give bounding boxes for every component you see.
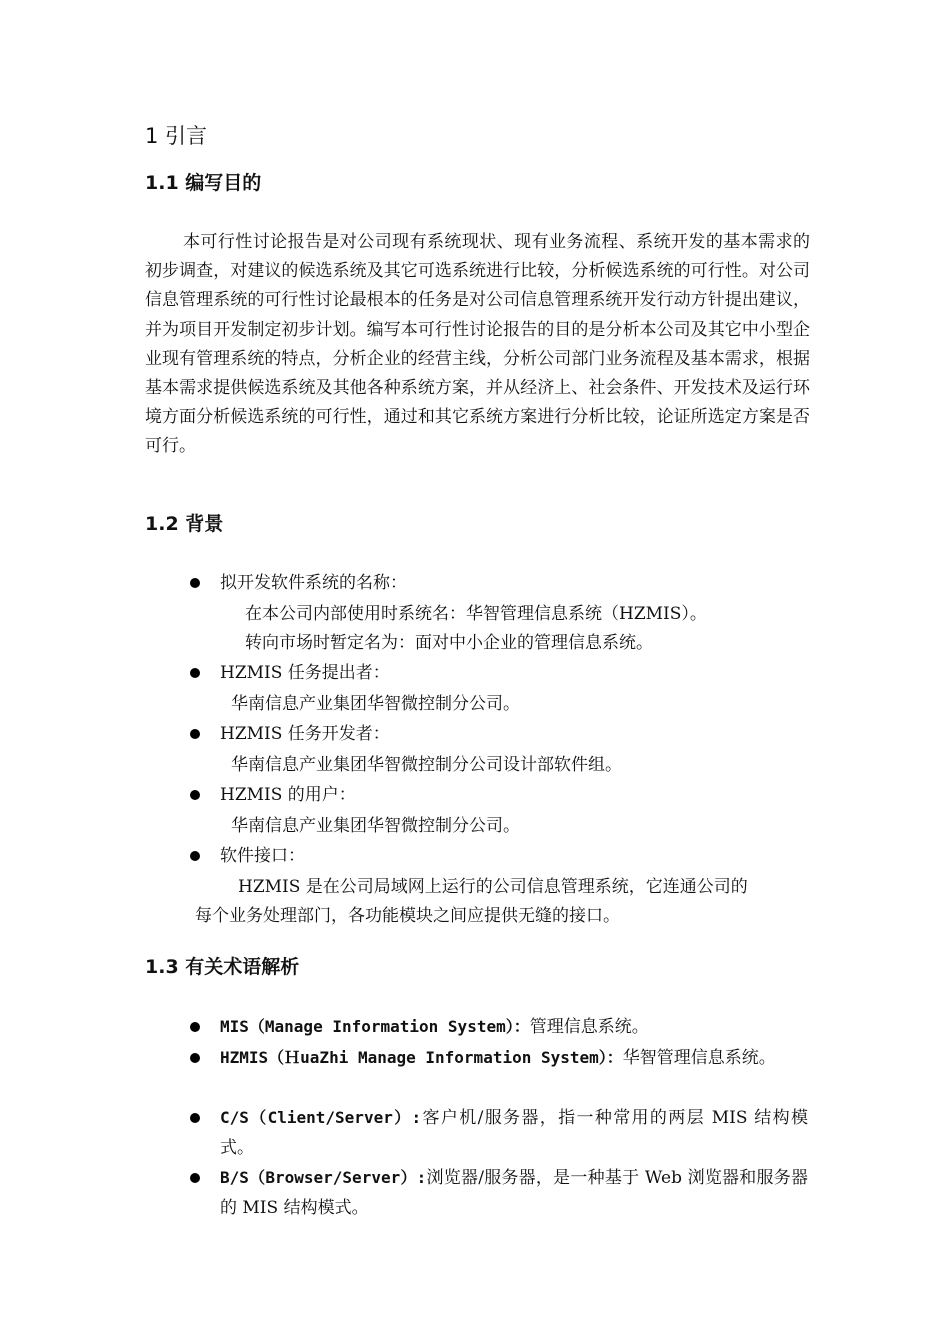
section-1-1-paragraph: 本可行性讨论报告是对公司现有系统现状、现有业务流程、系统开发的基本需求的初步调查，对建议的候选系统及其它可选系统进行比较，分析候选系统的可行性。对公司信息管理系统的可行性讨论最根本的任务是对公司信息管理系统开发行动方针提出建议，并为项目开发制定初步计划。编写本可行性讨论报告的目的是分析本公司及其它中小型企业现有管理系统的特点，分析企业的经营主线，分析公司部门业务流程及基本需求，根据基本需求提供候选系统及其他各种系统方案，并从经济上、社会条件、开发技术及运行环境方面分析候选系统的可行性，通过和其它系统方案进行分析比较，论证所选定方案是否可行。 — [145, 232, 810, 457]
list-item-label: 拟开发软件系统的名称： — [220, 573, 407, 593]
term-name: HZMIS（ＨuaZhi Manage Information System）： — [220, 1048, 623, 1067]
list-item-detail: 华南信息产业集团华智微控制分公司设计部软件组。 — [231, 755, 622, 775]
list-item-detail: 在本公司内部使用时系统名：华智管理信息系统（HZMIS）。 — [245, 604, 707, 624]
list-item-label: HZMIS 任务开发者： — [220, 724, 390, 744]
list-item-detail: 华南信息产业集团华智微控制分公司。 — [231, 694, 520, 714]
section-1-2-title: 1.2 背景 — [145, 513, 224, 535]
section-1-3-title: 1.3 有关术语解析 — [145, 956, 300, 978]
term-definition: 客户机/服务器，指一种常用的两层 MIS 结构模式。 — [220, 1108, 808, 1158]
term-entry — [220, 1163, 808, 1223]
bullet-icon — [190, 1053, 200, 1063]
bullet-icon — [190, 1113, 200, 1123]
list-item-detail: 华南信息产业集团华智微控制分公司。 — [231, 816, 520, 836]
section-1-1-title: 1.1 编写目的 — [145, 172, 262, 194]
chapter-heading: 1 引言 — [145, 124, 208, 148]
term-definition: 华智管理信息系统。 — [622, 1048, 776, 1068]
term-name: C/S（Client/Server）: — [220, 1108, 422, 1127]
term-name: MIS（Manage Information System）： — [220, 1017, 530, 1036]
bullet-icon — [190, 578, 200, 588]
bullet-icon — [190, 851, 200, 861]
term-entry — [220, 1043, 808, 1073]
list-item-detail: HZMIS 是在公司局域网上运行的公司信息管理系统，它连通公司的 — [238, 877, 748, 897]
term-definition: 浏览器/服务器，是一种基于 Web 浏览器和服务器的 MIS 结构模式。 — [220, 1168, 808, 1218]
list-item-label: 软件接口： — [220, 846, 305, 866]
list-item-detail: 每个业务处理部门，各功能模块之间应提供无缝的接口。 — [195, 906, 620, 926]
term-name: B/S（Browser/Server）: — [220, 1168, 427, 1187]
term-entry — [220, 1103, 808, 1163]
term-entry — [220, 1012, 808, 1042]
list-item-label: HZMIS 的用户： — [220, 785, 356, 805]
term-definition: 管理信息系统。 — [529, 1017, 649, 1037]
bullet-icon — [190, 1173, 200, 1183]
bullet-icon — [190, 790, 200, 800]
list-item-detail: 转向市场时暂定名为：面对中小企业的管理信息系统。 — [245, 633, 653, 653]
bullet-icon — [190, 729, 200, 739]
bullet-icon — [190, 668, 200, 678]
bullet-icon — [190, 1022, 200, 1032]
list-item-label: HZMIS 任务提出者： — [220, 663, 390, 683]
